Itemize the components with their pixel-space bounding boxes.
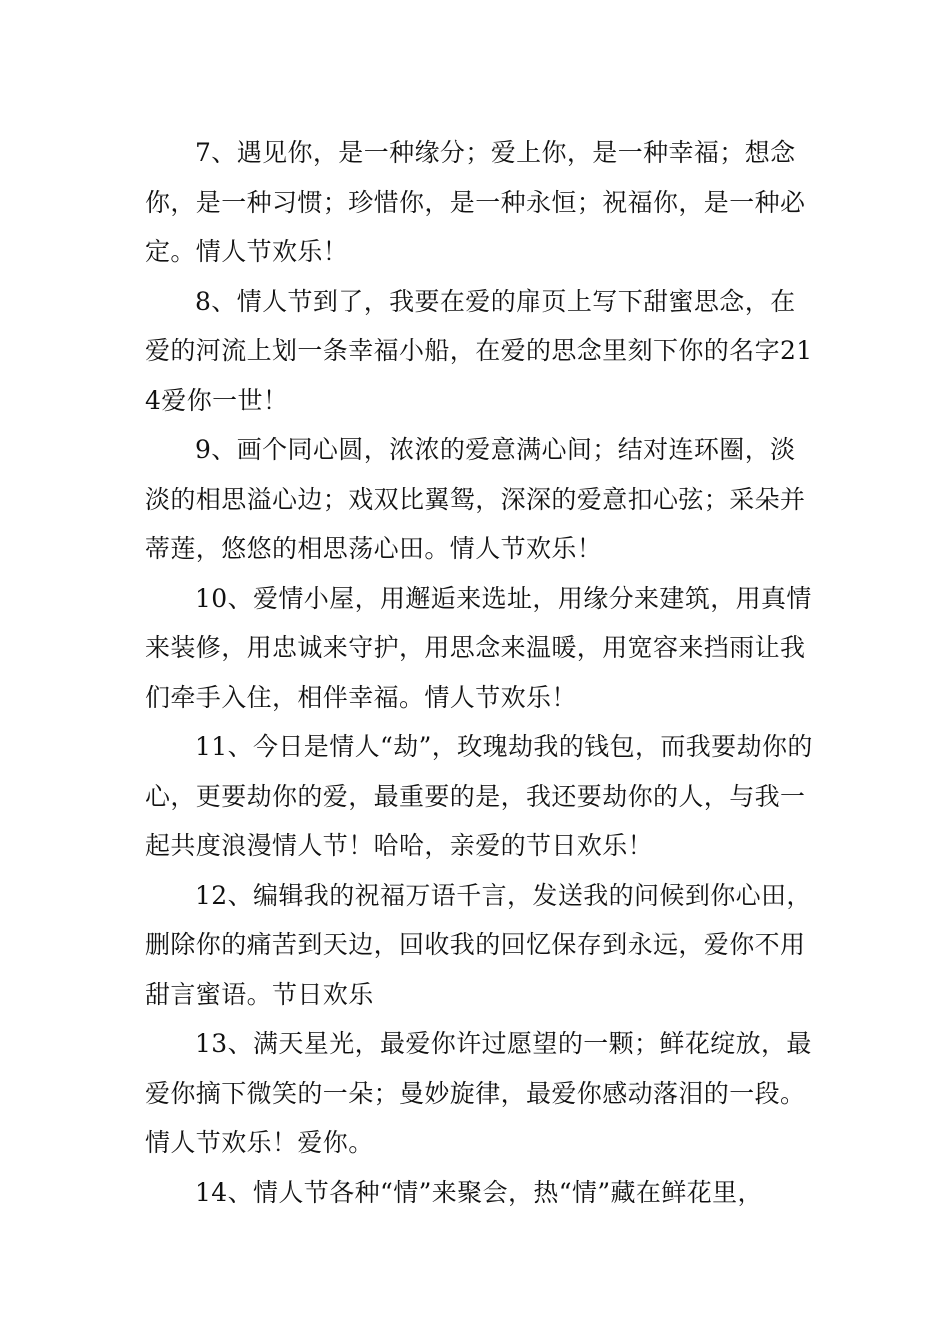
paragraph-7: 7、遇见你，是一种缘分；爱上你，是一种幸福；想念你，是一种习惯；珍惜你，是一种永恒；祝福你，是一种必定。情人节欢乐！	[145, 138, 806, 266]
document-body	[145, 128, 813, 1217]
paragraph-10: 10、爱情小屋，用邂逅来选址，用缘分来建筑，用真情来装修，用忠诚来守护，用思念来温暖，用宽容来挡雨让我们牵手入住，相伴幸福。情人节欢乐！	[145, 583, 812, 712]
paragraph-13: 13、满天星光，最爱你许过愿望的一颗；鲜花绽放，最爱你摘下微笑的一朵；曼妙旋律，最爱你感动落泪的一段。情人节欢乐！爱你。	[145, 1029, 812, 1157]
paragraph-12: 12、编辑我的祝福万语千言，发送我的问候到你心田，删除你的痛苦到天边，回收我的回忆保存到永远，爱你不用甜言蜜语。节日欢乐	[145, 880, 812, 1009]
paragraph-9: 9、画个同心圆，浓浓的爱意满心间；结对连环圈，淡淡的相思溢心边；戏双比翼鸳，深深的爱意扣心弦；采朵并蒂莲，悠悠的相思荡心田。情人节欢乐！	[145, 435, 806, 563]
paragraph-14: 14、情人节各种“情”来聚会，热“情”藏在鲜花里，	[195, 1177, 763, 1207]
paragraph-8: 8、情人节到了，我要在爱的扉页上写下甜蜜思念，在爱的河流上划一条幸福小船，在爱的思念里刻下你的名字214爱你一世！	[145, 286, 813, 415]
paragraph-11: 11、今日是情人“劫”，玫瑰劫我的钱包，而我要劫你的心，更要劫你的爱，最重要的是，我还要劫你的人，与我一起共度浪漫情人节！哈哈，亲爱的节日欢乐！	[145, 732, 813, 860]
